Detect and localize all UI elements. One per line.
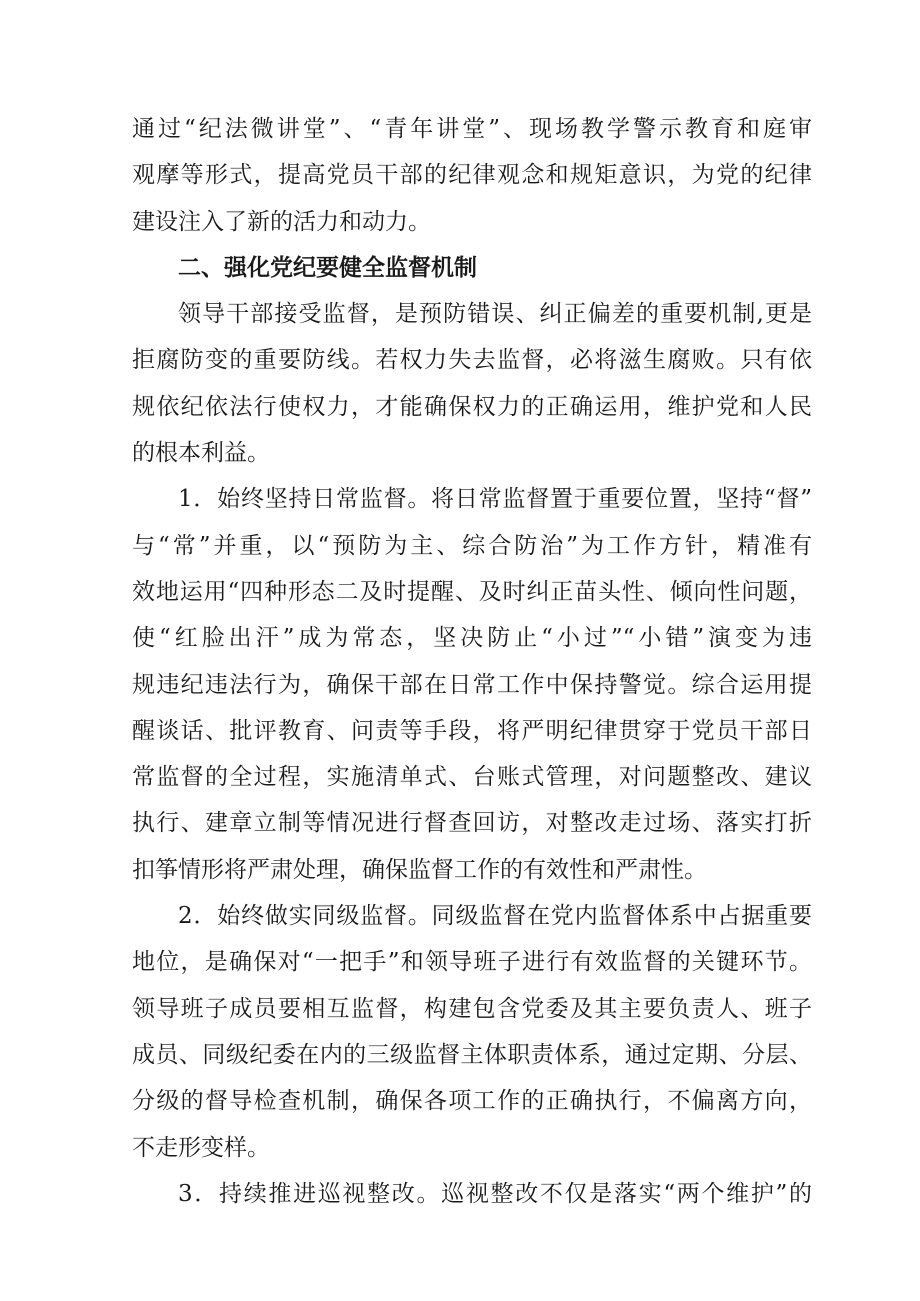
paragraph-continuation <box>132 106 812 245</box>
text-line: 醒谈话、批评教育、问责等手段，将严明纪律贯穿于党员干部日 <box>132 717 812 744</box>
paragraph-supervision-intro <box>132 291 812 476</box>
text-line: 通过“纪法微讲堂”、“青年讲堂”、现场教学警示教育和庭审 <box>132 116 812 142</box>
text-line: 效地运用“四种形态二及时提醒、及时纠正苗头性、倾向性问题， <box>132 578 812 605</box>
text-line: 领导班子成员要相互监督，构建包含党委及其主要负责人、班子 <box>132 995 812 1022</box>
text-line: 不走形变样。 <box>132 1134 270 1161</box>
text-line: 地位，是确保对“一把手”和领导班子进行有效监督的关键环节。 <box>132 949 812 976</box>
section-heading <box>132 245 812 291</box>
paragraph-item-2 <box>132 893 812 1171</box>
text-line: 分级的督导检查机制，确保各项工作的正确执行，不偏离方向， <box>132 1088 812 1115</box>
paragraph-item-3 <box>132 1171 812 1217</box>
text-line: 1．始终坚持日常监督。将日常监督置于重要位置，坚持“督” <box>178 486 812 513</box>
text-line: 与“常”并重，以“预防为主、综合防治”为工作方针，精准有 <box>132 532 812 559</box>
text-line: 常监督的全过程，实施清单式、台账式管理，对问题整改、建议 <box>132 764 812 791</box>
text-line: 的根本利益。 <box>132 440 270 467</box>
paragraph-item-1 <box>132 476 812 893</box>
text-line: 领导干部接受监督，是预防错误、纠正偏差的重要机制,更是 <box>178 301 812 328</box>
text-line: 观摩等形式，提高党员干部的纪律观念和规矩意识，为党的纪律 <box>132 162 812 189</box>
heading-text: 二、强化党纪要健全监督机制 <box>178 254 477 281</box>
text-line: 2．始终做实同级监督。同级监督在党内监督体系中占据重要 <box>178 903 812 930</box>
text-line: 规违纪违法行为，确保干部在日常工作中保持警觉。综合运用提 <box>132 671 812 698</box>
text-line: 成员、同级纪委在内的三级监督主体职责体系，通过定期、分层、 <box>132 1041 812 1068</box>
document-text <box>132 106 812 1217</box>
text-line: 执行、建章立制等情况进行督查回访，对整改走过场、落实打折 <box>132 810 812 837</box>
text-line: 建设注入了新的活力和动力。 <box>132 208 431 235</box>
text-line: 3．持续推进巡视整改。巡视整改不仅是落实“两个维护”的 <box>178 1180 812 1207</box>
text-line: 规依纪依法行使权力，才能确保权力的正确运用，维护党和人民 <box>132 393 812 420</box>
text-line: 使“红脸出汗”成为常态，坚决防止“小过”“小错”演变为违 <box>132 625 812 652</box>
text-line: 扣筝情形将严肃处理，确保监督工作的有效性和严肃性。 <box>132 856 707 883</box>
text-line: 拒腐防变的重要防线。若权力失去监督，必将滋生腐败。只有依 <box>132 347 812 374</box>
